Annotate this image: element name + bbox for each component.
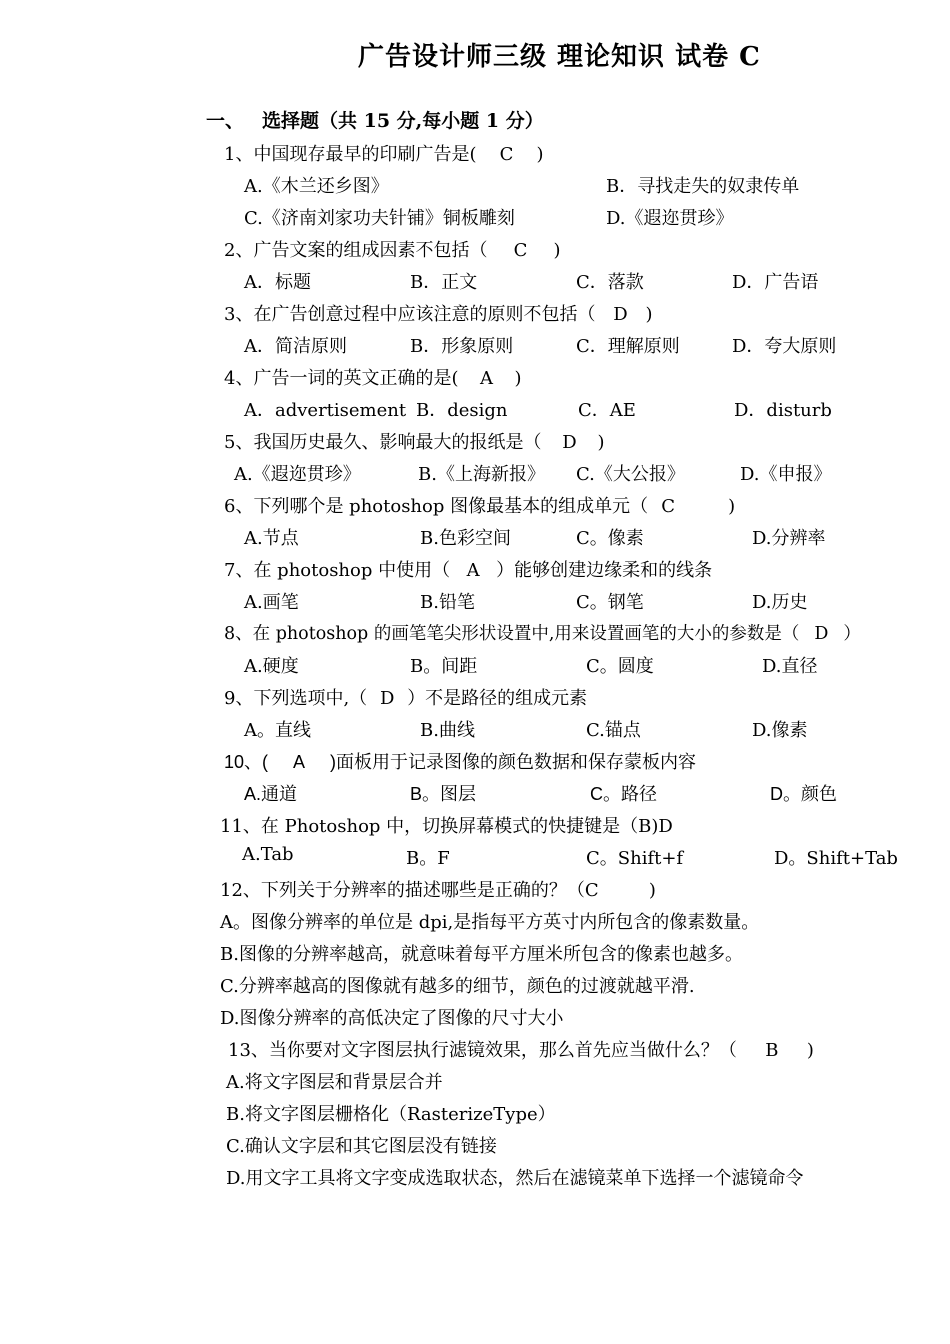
statement-a: A。图像分辨率的单位是 dpi,是指每平方英寸内所包含的像素数量。 xyxy=(220,912,760,933)
question-8: 8、在 photoshop 的画笔笔尖形状设置中,用来设置画笔的大小的参数是（ D ） xyxy=(224,624,861,644)
answer: D xyxy=(379,688,395,709)
option-c: C．落款 xyxy=(576,272,644,293)
option-c: C．理解原则 xyxy=(576,336,680,357)
question-13: 13、当你要对文字图层执行滤镜效果，那么首先应当做什么？（ B ) xyxy=(228,1040,814,1061)
option-a: A．简洁原则 xyxy=(244,336,347,357)
option-a: A.Tab xyxy=(242,844,294,865)
option-c: C。像素 xyxy=(576,528,644,549)
question-7: 7、在 photoshop 中使用（ A ）能够创建边缘柔和的线条 xyxy=(224,560,713,581)
option-c: C。钢笔 xyxy=(576,592,644,613)
option-a: A.《木兰还乡图》 xyxy=(244,176,389,197)
question-stem-end: ) xyxy=(536,144,544,165)
statement-d: D.用文字工具将文字变成选取状态，然后在滤镜菜单下选择一个滤镜命令 xyxy=(226,1168,804,1189)
option-c: C。圆度 xyxy=(586,656,654,677)
section-label: 选择题（共 15 分,每小题 1 分） xyxy=(262,110,544,132)
option-d: D。Shift+Tab xyxy=(774,848,898,869)
option-d: D.像素 xyxy=(752,720,808,741)
statement-b: B.图像的分辨率越高，就意味着每平方厘米所包含的像素也越多。 xyxy=(220,944,743,965)
question-4: 4、广告一词的英文正确的是( A ) xyxy=(224,368,522,389)
section-number: 一、 xyxy=(206,110,245,132)
statement-a: A.将文字图层和背景层合并 xyxy=(226,1072,443,1093)
answer: C xyxy=(513,240,528,261)
option-b: B．正文 xyxy=(410,272,478,293)
statement-c: C.确认文字层和其它图层没有链接 xyxy=(226,1136,497,1157)
question-2: 2、广告文案的组成因素不包括（ C ) xyxy=(224,240,561,261)
question-6: 6、下列哪个是 photoshop 图像最基本的组成单元（ C ) xyxy=(224,496,736,517)
option-c: C。Shift+f xyxy=(586,848,684,869)
option-a: A．标题 xyxy=(244,272,311,293)
option-b: B.曲线 xyxy=(420,720,475,741)
question-1 xyxy=(224,140,544,166)
option-d: D．夸大原则 xyxy=(732,336,837,357)
statement-c: C.分辨率越高的图像就有越多的细节，颜色的过渡就越平滑. xyxy=(220,976,695,997)
option-c: C．AE xyxy=(578,400,636,421)
option-d: D．广告语 xyxy=(732,272,819,293)
option-d: D.历史 xyxy=(752,592,808,613)
question-5: 5、我国历史最久、影响最大的报纸是（ D ) xyxy=(224,432,605,453)
statement-d: D.图像分辨率的高低决定了图像的尺寸大小 xyxy=(220,1008,564,1029)
option-a: A.节点 xyxy=(244,528,299,549)
answer: D xyxy=(814,624,829,644)
option-b: B。间距 xyxy=(410,656,478,677)
answer: D xyxy=(562,432,577,453)
answer: A xyxy=(466,560,480,581)
option-b: B.铅笔 xyxy=(420,592,475,613)
option-d: D。颜色 xyxy=(770,784,837,804)
statement-b: B.将文字图层栅格化（RasterizeType） xyxy=(226,1104,556,1125)
option-b: B.《上海新报》 xyxy=(418,464,545,485)
answer: C xyxy=(499,144,514,165)
option-b: B．形象原则 xyxy=(410,336,514,357)
answer: D xyxy=(613,304,628,325)
option-d: D.直径 xyxy=(762,656,818,677)
question-stem: 1、中国现存最早的印刷广告是( xyxy=(224,144,477,165)
question-12: 12、下列关于分辨率的描述哪些是正确的？（C ) xyxy=(220,880,656,901)
option-a: A.硬度 xyxy=(244,656,299,677)
option-d: D．disturb xyxy=(734,400,832,421)
page-title: 广告设计师三级 理论知识 试卷 C xyxy=(358,42,761,72)
option-a: A.通道 xyxy=(244,784,298,804)
option-a: A.《遐迩贯珍》 xyxy=(234,464,361,485)
section-heading xyxy=(206,106,544,133)
option-b: B．design xyxy=(416,400,508,421)
option-d: D.分辨率 xyxy=(752,528,826,549)
option-c: C。路径 xyxy=(590,784,657,804)
option-d: D.《申报》 xyxy=(740,464,832,485)
answer: B xyxy=(765,1040,779,1061)
answer: C xyxy=(584,880,599,901)
answer: A xyxy=(293,752,306,772)
question-3: 3、在广告创意过程中应该注意的原则不包括（ D ) xyxy=(224,304,653,325)
option-b: B。F xyxy=(406,848,450,869)
question-9: 9、下列选项中,（ D ）不是路径的组成元素 xyxy=(224,688,588,709)
option-b: B．寻找走失的奴隶传单 xyxy=(606,176,800,197)
option-c: C.《大公报》 xyxy=(576,464,685,485)
option-b: B.色彩空间 xyxy=(420,528,511,549)
option-c: C.锚点 xyxy=(586,720,641,741)
option-a: A。直线 xyxy=(244,720,311,741)
answer: C xyxy=(661,496,675,517)
answer: A xyxy=(479,368,493,389)
option-c: C.《济南刘家功夫针铺》铜板雕刻 xyxy=(244,208,515,229)
option-d: D.《遐迩贯珍》 xyxy=(606,208,734,229)
option-b: B。图层 xyxy=(410,784,477,804)
question-10: 10、( A )面板用于记录图像的颜色数据和保存蒙板内容 xyxy=(224,752,697,772)
option-a: A．advertisement xyxy=(244,400,407,421)
question-11: 11、在 Photoshop 中，切换屏幕模式的快捷键是（B)D xyxy=(220,816,673,837)
option-a: A.画笔 xyxy=(244,592,299,613)
